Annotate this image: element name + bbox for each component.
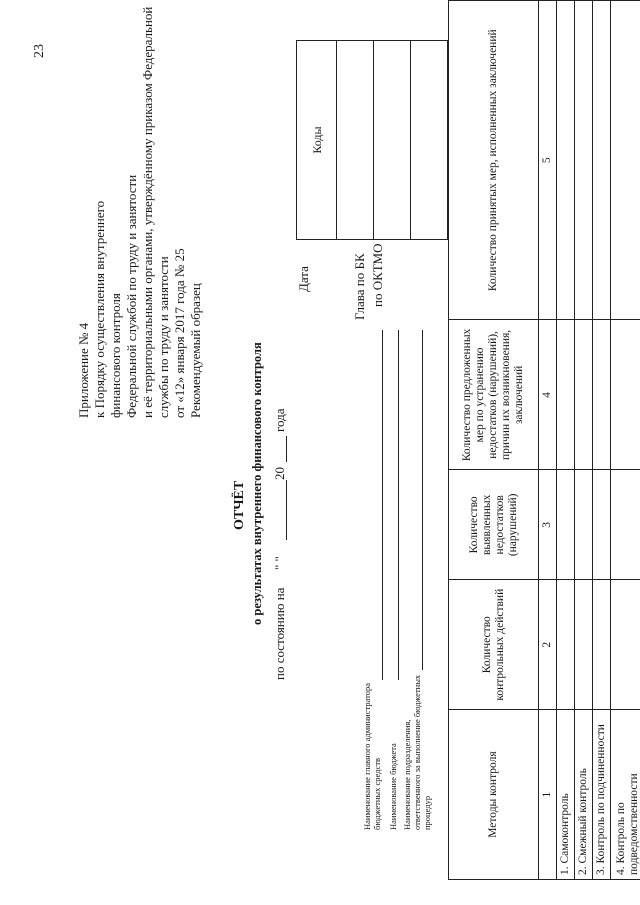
appendix-line-5: службы по труду и занятости [156, 256, 171, 418]
table-cell[interactable] [575, 1, 593, 321]
appendix-header [76, 0, 204, 418]
header-deficiencies: Количество выявленных недостатков (нарушений) [449, 470, 539, 580]
codes-oktmo-label: по ОКТМО [370, 243, 385, 307]
table-cell[interactable] [575, 320, 593, 470]
appendix-number: Приложение № 4 [76, 322, 91, 418]
header-methods: Методы контроля [449, 710, 539, 880]
codes-date-label: Дата [296, 266, 311, 292]
table-cell[interactable] [611, 1, 640, 321]
page-number: 23 [32, 44, 47, 58]
table-cell[interactable] [557, 470, 575, 580]
appendix-line-2: финансового контроля [108, 293, 123, 418]
appendix-date-line: от «12» января 2017 года № 25 [172, 248, 187, 418]
col-number-5: 5 [539, 1, 557, 321]
codes-header: Коды [297, 41, 337, 239]
table-cell[interactable] [557, 320, 575, 470]
rotated-form-page [40, 0, 640, 880]
as-of-label: по состоянию на [272, 587, 287, 680]
table-cell[interactable] [593, 320, 611, 470]
header-proposed-measures: Количество предложенных мер по устранению недостатков (нарушений), причин их возникновения, заключений [449, 320, 539, 470]
codes-oktmo-cell[interactable] [411, 41, 449, 239]
appendix-line-1: к Порядку осуществления внутреннего [92, 200, 107, 418]
report-title: ОТЧЁТ [232, 480, 247, 530]
table-row [575, 1, 593, 880]
date-year-prefix: 20 [272, 467, 287, 480]
field-budget-line[interactable] [398, 330, 399, 680]
date-year-line [286, 436, 287, 462]
table-cell[interactable] [575, 470, 593, 580]
field-unit-label: Наименование подразделения, ответственного за выполнение бюджетных процедур [402, 674, 432, 830]
field-admin-line[interactable] [382, 330, 383, 680]
report-subtitle: о результатах внутреннего финансового контроля [250, 342, 264, 625]
field-unit-line[interactable] [422, 330, 423, 670]
field-admin-label: Наименование главного администратора бюджетных средств [362, 682, 382, 830]
table-header-row [449, 1, 539, 880]
table-row [593, 1, 611, 880]
table-cell[interactable] [611, 580, 640, 710]
col-number-3: 3 [539, 470, 557, 580]
codes-glava-cell[interactable] [374, 41, 411, 239]
table-cell[interactable] [557, 1, 575, 321]
table-row [557, 1, 575, 880]
row-departmental-control: 4. Контроль по подведомственности [611, 710, 640, 880]
table-cell[interactable] [593, 470, 611, 580]
table-cell[interactable] [575, 580, 593, 710]
row-adjacent-control: 2. Смежный контроль [575, 710, 593, 880]
date-year-word: года [272, 408, 287, 432]
table-cell[interactable] [611, 470, 640, 580]
date-month-line [286, 480, 287, 540]
header-accepted-measures: Количество принятых мер, исполненных заключений [449, 1, 539, 321]
table-row [611, 1, 640, 880]
date-day-quote: " " [272, 556, 287, 570]
table-cell[interactable] [593, 1, 611, 321]
field-budget-label: Наименование бюджета [388, 743, 398, 830]
codes-date-cell[interactable] [337, 41, 374, 239]
row-subordination-control: 3. Контроль по подчиненности [593, 710, 611, 880]
codes-box [296, 40, 448, 240]
header-actions: Количество контрольных действий [449, 580, 539, 710]
appendix-line-4: и её территориальными органами, утверждённому приказом Федеральной [140, 6, 155, 418]
recommended-sample: Рекомендуемый образец [188, 283, 203, 418]
control-methods-table [448, 0, 640, 880]
codes-glava-label: Глава по БК [352, 253, 367, 320]
table-number-row [539, 1, 557, 880]
row-self-control: 1. Самоконтроль [557, 710, 575, 880]
col-number-2: 2 [539, 580, 557, 710]
table-cell[interactable] [611, 320, 640, 470]
col-number-4: 4 [539, 320, 557, 470]
appendix-line-3: Федеральной службой по труду и занятости [124, 174, 139, 418]
table-cell[interactable] [557, 580, 575, 710]
col-number-1: 1 [539, 710, 557, 880]
table-cell[interactable] [593, 580, 611, 710]
